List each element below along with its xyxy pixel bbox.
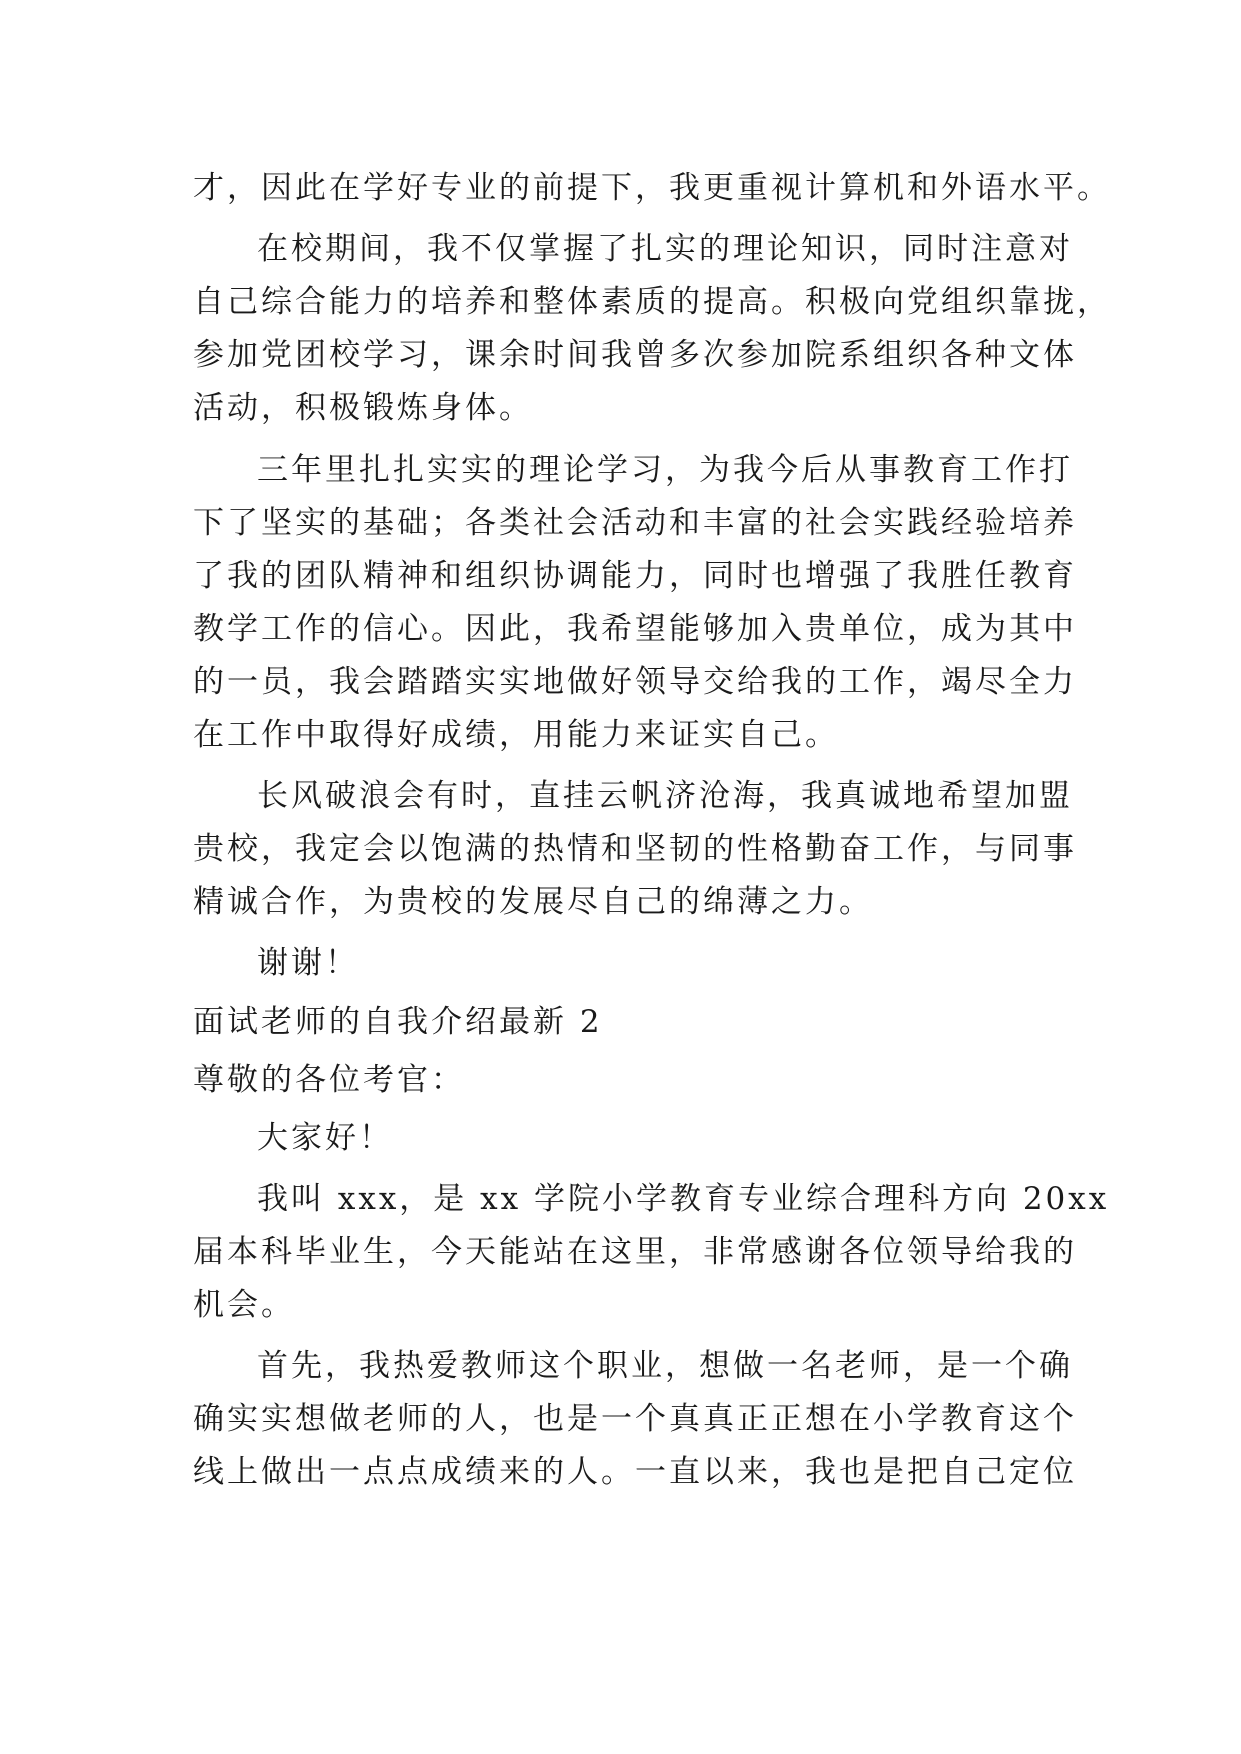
text-line: 下了坚实的基础；各类社会活动和丰富的社会实践经验培养 <box>193 505 1077 541</box>
text-line: 贵校，我定会以饱满的热情和坚韧的性格勤奋工作，与同事 <box>193 831 1077 867</box>
salutation: 尊敬的各位考官： <box>193 1062 465 1098</box>
section-heading: 面试老师的自我介绍最新 2 <box>193 1004 603 1040</box>
text-line: 的一员，我会踏踏实实地做好领导交给我的工作，竭尽全力 <box>193 664 1077 700</box>
closing-line: 谢谢！ <box>257 945 359 981</box>
paragraph-line: 长风破浪会有时，直挂云帆济沧海，我真诚地希望加盟 <box>257 778 1073 814</box>
text-line: 参加党团校学习，课余时间我曾多次参加院系组织各种文体 <box>193 337 1077 373</box>
text-line: 自己综合能力的培养和整体素质的提高。积极向党组织靠拢， <box>193 284 1111 320</box>
text-line: 了我的团队精神和组织协调能力，同时也增强了我胜任教育 <box>193 558 1077 594</box>
paragraph-line: 三年里扎扎实实的理论学习，为我今后从事教育工作打 <box>257 452 1073 488</box>
paragraph-line: 在校期间，我不仅掌握了扎实的理论知识，同时注意对 <box>257 231 1073 267</box>
text-line: 在工作中取得好成绩，用能力来证实自己。 <box>193 717 839 753</box>
text-line: 教学工作的信心。因此，我希望能够加入贵单位，成为其中 <box>193 611 1077 647</box>
text-line: 精诚合作，为贵校的发展尽自己的绵薄之力。 <box>193 884 873 920</box>
paragraph-line: 首先，我热爱教师这个职业，想做一名老师，是一个确 <box>257 1348 1073 1384</box>
text-line: 确实实想做老师的人，也是一个真真正正想在小学教育这个 <box>193 1401 1077 1437</box>
greeting: 大家好！ <box>257 1120 393 1156</box>
text-line: 机会。 <box>193 1287 295 1323</box>
text-line: 才，因此在学好专业的前提下，我更重视计算机和外语水平。 <box>193 170 1111 206</box>
text-line: 活动，积极锻炼身体。 <box>193 390 533 426</box>
paragraph-line: 我叫 xxx，是 xx 学院小学教育专业综合理科方向 20xx <box>257 1181 1110 1217</box>
text-line: 线上做出一点点成绩来的人。一直以来，我也是把自己定位 <box>193 1454 1077 1490</box>
text-line: 届本科毕业生，今天能站在这里，非常感谢各位领导给我的 <box>193 1234 1077 1270</box>
